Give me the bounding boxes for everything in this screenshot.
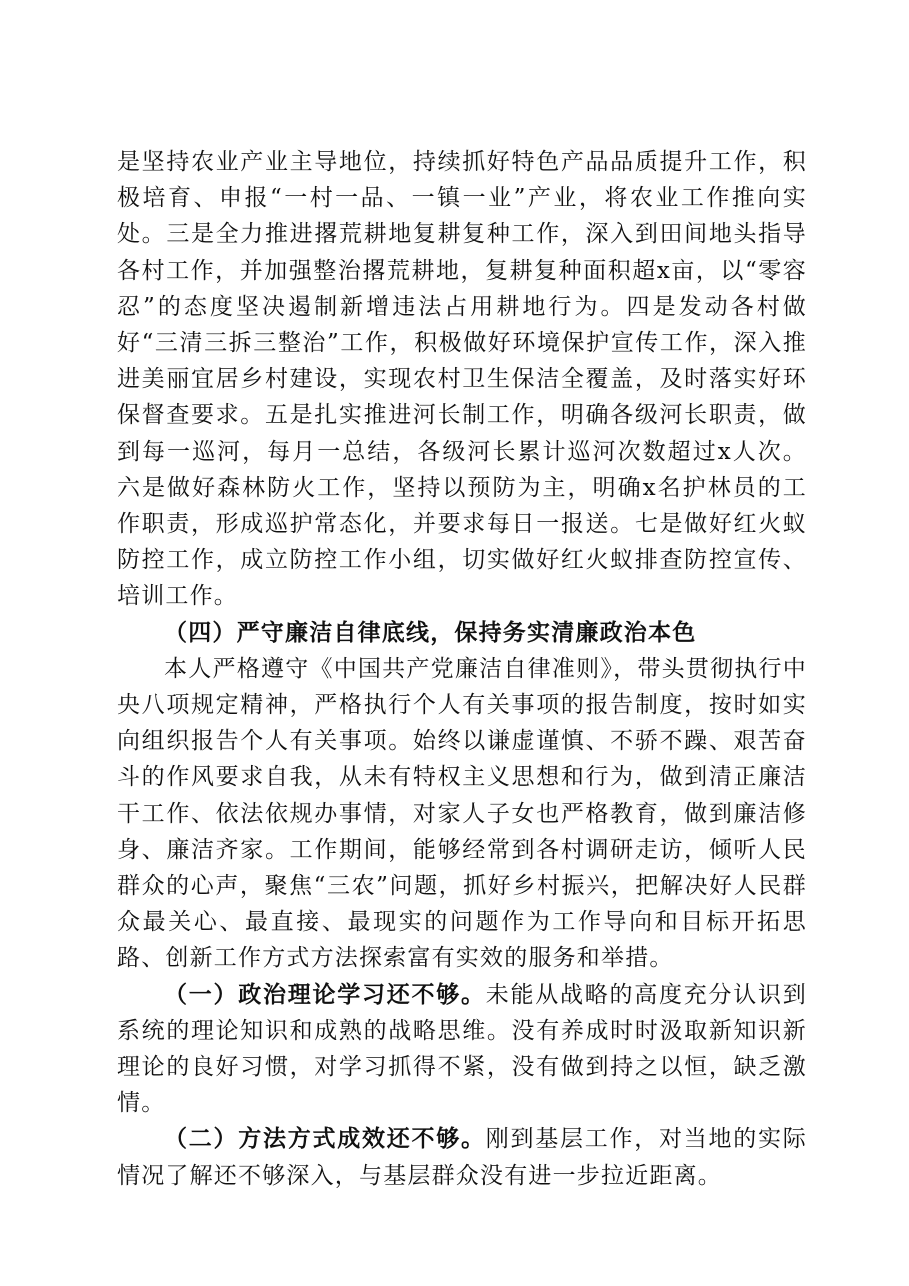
body-work-methods: 刚到基层工作，对当地的实际情况了解还不够深入，与基层群众没有进一步拉近距离。 [117, 1126, 807, 1189]
lead-work-methods: （二）方法方式成效还不够。 [164, 1125, 486, 1153]
paragraph-work-methods [117, 1121, 807, 1193]
document-body [117, 144, 807, 1194]
paragraph-agriculture-work: 是坚持农业产业主导地位，持续抓好特色产品品质提升工作，积极培育、申报“一村一品、一镇一业”产业，将农业工作推向实处。三是全力推进撂荒耕地复耕复种工作，深入到田间地头指导各村工作，并加强整治撂荒耕地，复耕复种面积超x亩，以“零容忍”的态度坚决遏制新增违法占用耕地行为。四是发动各村做好“三清三拆三整治”工作，积极做好环境保护宣传工作，深入推进美丽宜居乡村建设，实现农村卫生保洁全覆盖，及时落实好环保督查要求。五是扎实推进河长制工作，明确各级河长职责，做到每一巡河，每月一总结，各级河长累计巡河次数超过x人次。六是做好森林防火工作，坚持以预防为主，明确x名护林员的工作职责，形成巡护常态化，并要求每日一报送。七是做好红火蚁防控工作，成立防控工作小组，切实做好红火蚁排查防控宣传、培训工作。 [117, 149, 807, 610]
body-theory-study: 未能从战略的高度充分认识到系统的理论知识和成熟的战略思维。没有养成时时汲取新知识新理论的良好习惯，对学习抓得不紧，没有做到持之以恒，缺乏激情。 [117, 981, 807, 1117]
lead-theory-study: （一）政治理论学习还不够。 [164, 980, 486, 1008]
section-heading-integrity: （四）严守廉洁自律底线，保持务实清廉政治本色 [164, 618, 697, 646]
paragraph-theory-study [117, 977, 807, 1122]
paragraph-integrity-discipline: 本人严格遵守《中国共产党廉洁自律准则》，带头贯彻执行中央八项规定精神，严格执行个人有关事项的报告制度，按时如实向组织报告个人有关事项。始终以谦虚谨慎、不骄不躁、艰苦奋斗的作风要求自我，从未有特权主义思想和行为，做到清正廉洁干工作、依法依规办事情，对家人子女也严格教育，做到廉洁修身、廉洁齐家。工作期间，能够经常到各村调研走访，倾听人民群众的心声，聚焦“三农”问题，抓好乡村振兴，把解决好人民群众最关心、最直接、最现实的问题作为工作导向和目标开拓思路、创新工作方式方法探索富有实效的服务和举措。 [117, 655, 807, 972]
